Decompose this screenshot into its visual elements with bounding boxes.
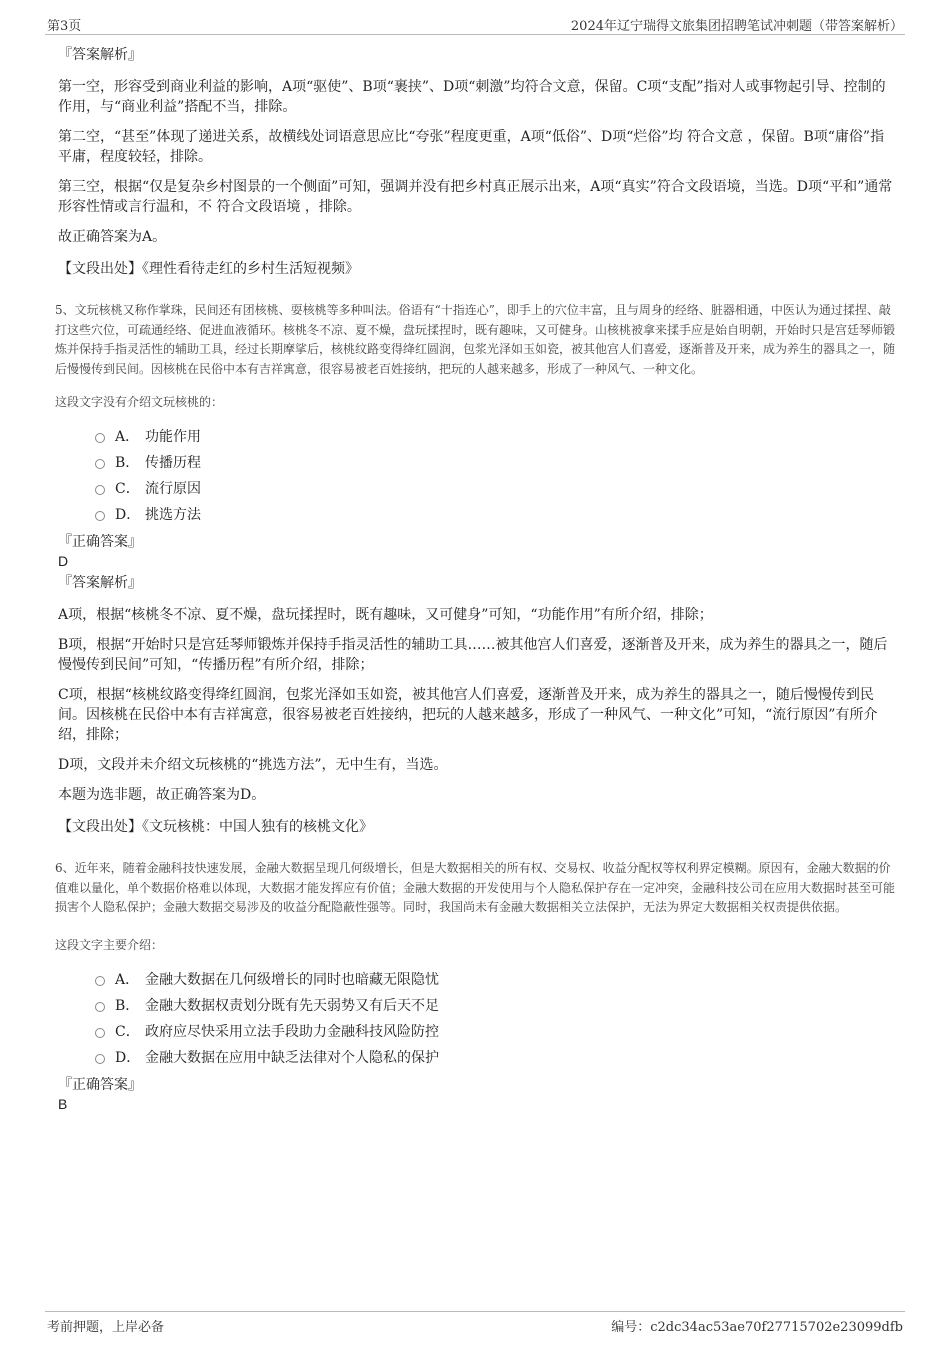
option-letter: C． (115, 1023, 140, 1040)
options-list (95, 967, 895, 1071)
analysis-label: 『答案解析』 (58, 575, 142, 591)
analysis-conclusion: 故正确答案为A。 (58, 229, 167, 245)
option-text: 挑选方法 (145, 507, 201, 523)
option-b[interactable] (95, 450, 895, 476)
source-citation: 【文段出处】《理性看待走红的乡村生活短视频》 (58, 261, 359, 277)
analysis-paragraph: 第一空，形容受到商业利益的影响，A项“驱使”、B项“裹挟”、D项“刺激”均符合文意，保留。C项“支配”指对人或事物起引导、控制的作用，与“商业利益”搭配不当，排除。 (58, 79, 886, 115)
correct-answer: B (58, 1095, 68, 1112)
analysis-label: 『答案解析』 (58, 47, 142, 63)
option-letter: B． (115, 455, 140, 471)
analysis-paragraph: B项，根据“开始时只是宫廷琴师锻炼并保持手指灵活性的辅助工具……被其他宫人们喜爱，逐渐普及开来，成为养生的器具之一，随后慢慢传到民间”可知，“传播历程”有所介绍，排除； (58, 637, 888, 673)
document-id: 编号：c2dc34ac53ae70f27715702e23099dfb (611, 1320, 903, 1335)
option-text: 功能作用 (145, 429, 201, 445)
option-letter: A． (115, 971, 140, 988)
radio-icon[interactable] (95, 1002, 105, 1012)
correct-answer-label: 『正确答案』 (58, 534, 142, 550)
radio-icon[interactable] (95, 459, 105, 469)
analysis-paragraph: C项，根据“核桃纹路变得绛红圆润，包浆光泽如玉如瓷，被其他宫人们喜爱，逐渐普及开来，成为养生的器具之一，随后慢慢传到民间。因核桃在民俗中本有吉祥寓意，很容易被老百姓接纳，把玩的人越来越多，形成了一种风气、一种文化”可知，“流行原因”有所介绍，排除； (58, 687, 878, 743)
question-text: 5、文玩核桃又称作掌珠，民间还有团核桃、耍核桃等多种叫法。俗语有“十指连心”，即手上的穴位丰富，且与周身的经络、脏器相通，中医认为通过揉捏、敲打这些穴位，可疏通经络、促进血液循环。核桃冬不凉、夏不燥，盘玩揉捏时，既有趣味，又可健身。山核桃被拿来揉手应是始自明朝，开始时只是宫廷琴师锻炼并保持手指灵活性的辅助工具，经过长期摩挲后，核桃纹路变得绛红圆润，包浆光泽如玉如瓷，被其他宫人们喜爱，逐渐普及开来，成为养生的器具之一，随后慢慢传到民间。因核桃在民俗中本有吉祥寓意，很容易被老百姓接纳，把玩的人越来越多，形成了一种风气、一种文化。 (55, 303, 896, 376)
option-c[interactable] (95, 476, 895, 502)
option-text: 流行原因 (145, 481, 201, 497)
analysis-paragraph: D项，文段并未介绍文玩核桃的“挑选方法”，无中生有，当选。 (58, 757, 448, 773)
page-number: 第3页 (47, 19, 82, 34)
question-prompt: 这段文字没有介绍文玩核桃的： (55, 395, 224, 409)
document-title: 2024年辽宁瑞得文旅集团招聘笔试冲刺题（带答案解析） (570, 19, 903, 34)
option-a[interactable] (95, 967, 895, 993)
page-content (55, 45, 895, 1114)
radio-icon[interactable] (95, 976, 105, 986)
page-header (45, 12, 905, 35)
option-c[interactable] (95, 1019, 895, 1045)
option-letter: A． (115, 429, 140, 445)
radio-icon[interactable] (95, 1028, 105, 1038)
question-prompt: 这段文字主要介绍： (55, 937, 164, 952)
analysis-paragraph: 第三空，根据“仅是复杂乡村图景的一个侧面”可知，强调并没有把乡村真正展示出来，A项“真实”符合文段语境，当选。D项“平和”通常形容性情或言行温和，不 符合文段语境 ，排除。 (58, 179, 893, 215)
option-d[interactable] (95, 502, 895, 528)
option-text: 传播历程 (145, 455, 201, 471)
option-letter: D． (115, 1049, 141, 1066)
question-text: 6、近年来，随着金融科技快速发展，金融大数据呈现几何级增长，但是大数据相关的所有权、交易权、收益分配权等权利界定模糊。原因有，金融大数据的价值难以量化，单个数据价格难以体现，大数据才能发挥应有价值；金融大数据的开发使用与个人隐私保护存在一定冲突，金融科技公司在应用大数据时甚至可能损害个人隐私保护；金融大数据交易涉及的收益分配隐蔽性强等。同时，我国尚未有金融大数据相关立法保护，无法为界定大数据相关权责提供依据。 (55, 861, 896, 914)
footer-slogan: 考前押题，上岸必备 (47, 1320, 165, 1335)
page-footer (45, 1311, 905, 1336)
option-b[interactable] (95, 993, 895, 1019)
option-letter: C． (115, 481, 140, 497)
radio-icon[interactable] (95, 1054, 105, 1064)
option-letter: D． (115, 507, 141, 523)
analysis-conclusion: 本题为选非题，故正确答案为D。 (58, 787, 266, 803)
source-citation: 【文段出处】《文玩核桃：中国人独有的核桃文化》 (58, 819, 373, 835)
radio-icon[interactable] (95, 511, 105, 521)
correct-answer-label: 『正确答案』 (58, 1076, 142, 1093)
radio-icon[interactable] (95, 433, 105, 443)
correct-answer: D (58, 553, 69, 569)
option-text: 金融大数据在几何级增长的同时也暗藏无限隐忧 (145, 971, 439, 988)
option-letter: B． (115, 997, 140, 1014)
option-d[interactable] (95, 1045, 895, 1071)
option-text: 金融大数据在应用中缺乏法律对个人隐私的保护 (145, 1049, 439, 1066)
option-text: 政府应尽快采用立法手段助力金融科技风险防控 (145, 1023, 439, 1040)
option-a[interactable] (95, 424, 895, 450)
analysis-paragraph: A项，根据“核桃冬不凉、夏不燥，盘玩揉捏时，既有趣味，又可健身”可知，“功能作用”有所介绍，排除； (58, 607, 713, 623)
radio-icon[interactable] (95, 485, 105, 495)
options-list (95, 424, 895, 528)
analysis-paragraph: 第二空，“甚至”体现了递进关系，故横线处词语意思应比“夸张”程度更重，A项“低俗”、D项“烂俗”均 符合文意 ，保留。B项“庸俗”指平庸，程度较轻，排除。 (58, 129, 885, 165)
option-text: 金融大数据权责划分既有先天弱势又有后天不足 (145, 997, 439, 1014)
